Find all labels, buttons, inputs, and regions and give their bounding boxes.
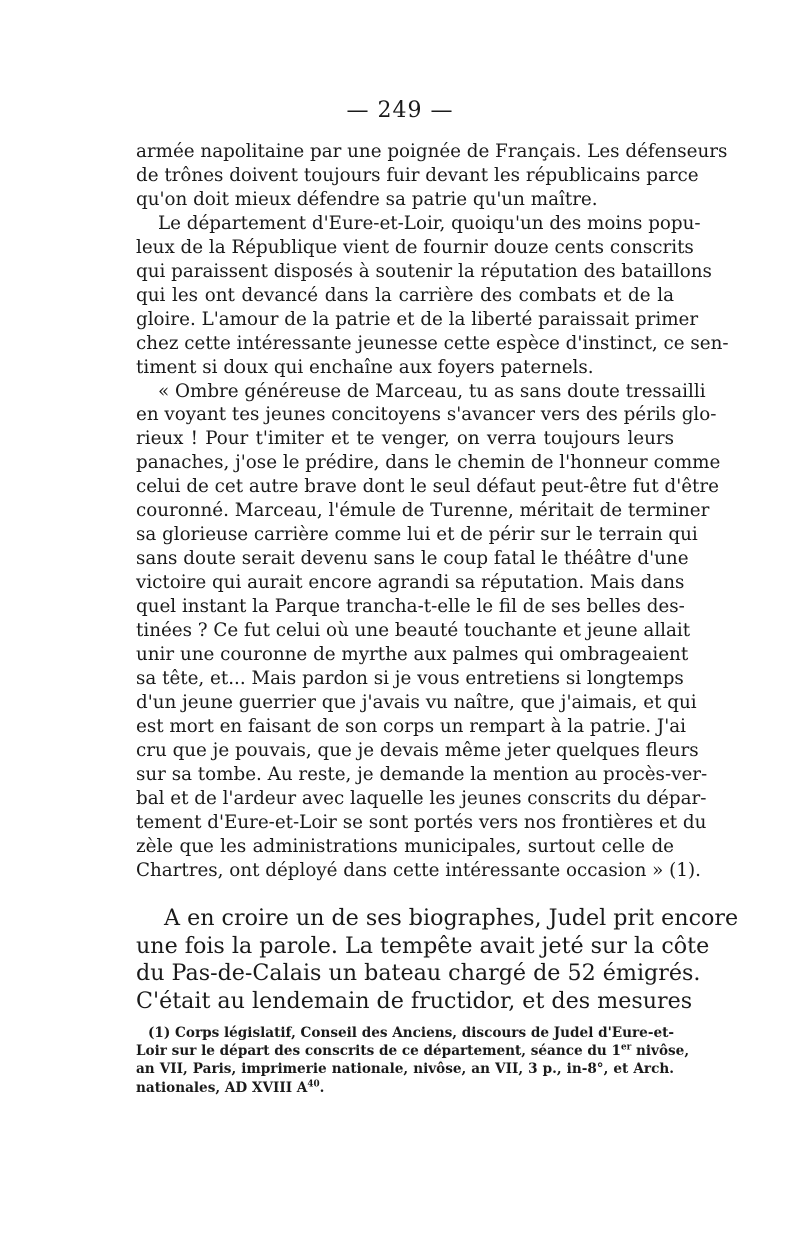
text-line: gloire. L'amour de la patrie et de la liberté paraissait primer [136, 308, 699, 330]
footnote-text: nivôse, [631, 1043, 690, 1060]
text-line: chez cette intéressante jeunesse cette espèce d'instinct, ce sen- [136, 332, 729, 354]
text-line: sa glorieuse carrière comme lui et de périr sur le terrain qui [136, 524, 698, 546]
text-line: rieux ! Pour t'imiter et te venger, on verra toujours leurs [136, 428, 674, 450]
text-line: une fois la parole. La tempête avait jeté sur la côte [136, 932, 710, 959]
footnote-line [136, 1079, 674, 1097]
text-line: C'était au lendemain de fructidor, et des mesures [136, 987, 693, 1014]
footnote-line [136, 1042, 690, 1060]
text-line: victoire qui aurait encore agrandi sa réputation. Mais dans [136, 572, 685, 594]
superscript: 40 [307, 1079, 320, 1090]
text-line: est mort en faisant de son corps un rempart à la patrie. J'ai [136, 715, 686, 737]
footnote [136, 1024, 690, 1097]
text-line: A en croire un de ses biographes, Judel prit encore [164, 905, 739, 931]
footnote-text: nationales, AD XVIII A [136, 1079, 308, 1096]
text-line: celui de cet autre brave dont le seul défaut peut-être fut d'être [136, 476, 719, 498]
text-line: qui les ont devancé dans la carrière des combats et de la [136, 284, 674, 306]
text-line: quel instant la Parque trancha-t-elle le fil de ses belles des- [136, 596, 685, 618]
text-line: cru que je pouvais, que je devais même jeter quelques fleurs [136, 739, 699, 761]
footnote-line: (1) Corps législatif, Conseil des Anciens, discours de Judel d'Eure-et- [148, 1025, 675, 1041]
text-line: qui paraissent disposés à soutenir la réputation des bataillons [136, 260, 712, 282]
text-line: en voyant tes jeunes concitoyens s'avancer vers des périls glo- [136, 404, 717, 426]
text-line: leux de la République vient de fournir douze cents conscrits [136, 236, 694, 258]
text-line: unir une couronne de myrthe aux palmes qui ombrageaient [136, 644, 689, 666]
text-line: armée napolitaine par une poignée de Français. Les défenseurs [136, 141, 728, 162]
footnote-text: Loir sur le départ des conscrits de ce département, séance du 1 [136, 1043, 621, 1060]
footnote-text: . [319, 1079, 325, 1096]
text-line: Le département d'Eure-et-Loir, quoiqu'un des moins popu- [158, 212, 701, 234]
text-line: du Pas-de-Calais un bateau chargé de 52 émigrés. [136, 960, 701, 986]
text-line: panaches, j'ose le prédire, dans le chemin de l'honneur comme [136, 452, 721, 474]
page-number: — 249 — [346, 98, 454, 123]
text-line: zèle que les administrations municipales, surtout celle de [136, 835, 674, 857]
text-line: timent si doux qui enchaîne aux foyers paternels. [136, 356, 594, 378]
superscript: er [620, 1042, 632, 1053]
text-line: couronné. Marceau, l'émule de Turenne, méritait de terminer [136, 500, 710, 522]
text-line: « Ombre généreuse de Marceau, tu as sans doute tressailli [158, 380, 706, 402]
text-line: d'un jeune guerrier que j'avais vu naître, que j'aimais, et qui [136, 691, 697, 713]
text-line: sa tête, et... Mais pardon si je vous entretiens si longtemps [136, 667, 684, 689]
text-line: qu'on doit mieux défendre sa patrie qu'un maître. [136, 188, 598, 210]
text-line: sans doute serait devenu sans le coup fatal le théâtre d'une [136, 548, 689, 570]
text-line: sur sa tombe. Au reste, je demande la mention au procès-ver- [136, 763, 708, 785]
text-line: de trônes doivent toujours fuir devant les républicains parce [136, 164, 699, 186]
footnote-line: an VII, Paris, imprimerie nationale, nivôse, an VII, 3 p., in-8°, et Arch. [136, 1061, 674, 1078]
text-line: tinées ? Ce fut celui où une beauté touchante et jeune allait [136, 620, 691, 642]
speech-paragraph [136, 140, 729, 883]
narrative-paragraph [136, 905, 739, 1015]
text-line: tement d'Eure-et-Loir se sont portés vers nos frontières et du [136, 811, 707, 833]
text-line: Chartres, ont déployé dans cette intéressante occasion » (1). [136, 859, 701, 881]
text-line: bal et de l'ardeur avec laquelle les jeunes conscrits du dépar- [136, 787, 707, 809]
